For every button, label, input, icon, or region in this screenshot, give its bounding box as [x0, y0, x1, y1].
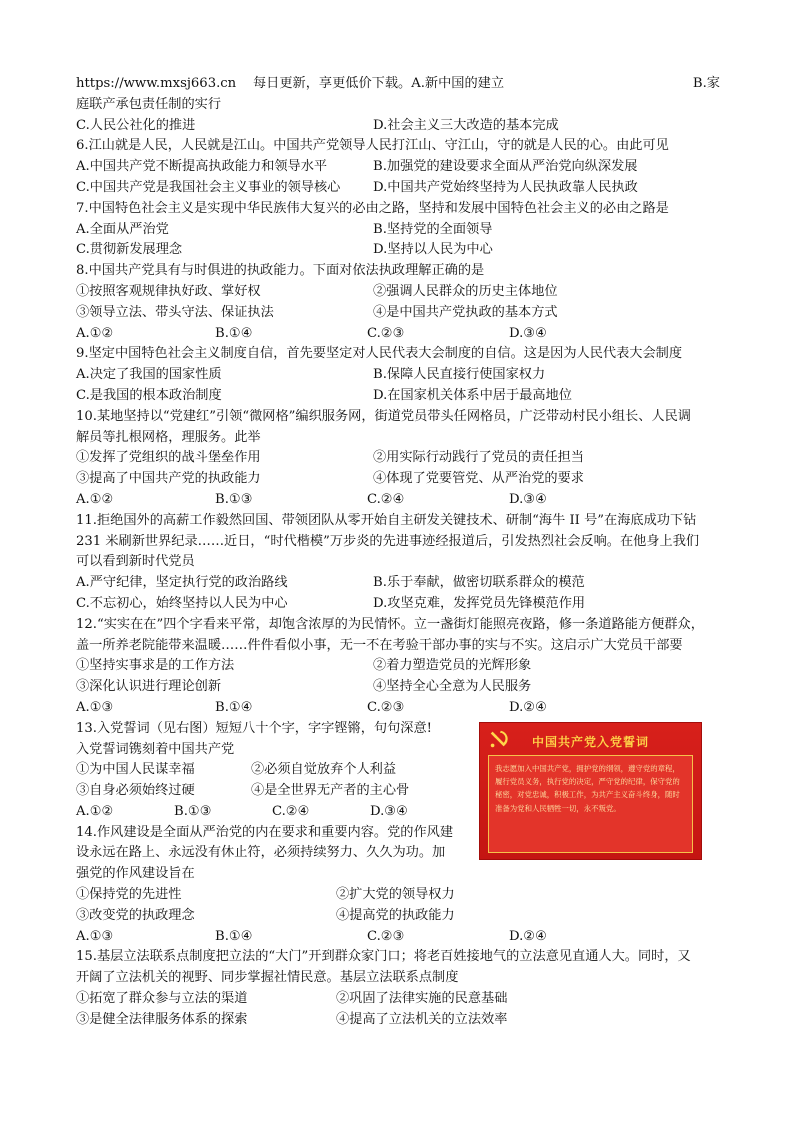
q12-option-c: C.②③	[367, 699, 405, 715]
q12-statements-34	[76, 677, 720, 698]
q7-options-ab	[76, 220, 720, 241]
q12-option-b: B.①④	[215, 699, 253, 715]
q12-statement-4: ④坚持全心全意为人民服务	[373, 679, 532, 695]
q9-option-c: C.是我国的根本政治制度	[76, 387, 222, 403]
q5-options-cd	[76, 116, 720, 137]
q14-stem-1: 14.作风建设是全面从严治党的内在要求和重要内容。党的作风建	[76, 824, 454, 840]
oath-title: 中国共产党入党誓词	[531, 735, 649, 749]
q14-option-c: C.②③	[367, 928, 405, 944]
q15-stem-2: 开阔了立法机关的视野、同步掌握社情民意。基层立法联系点制度	[76, 970, 459, 986]
q7-option-d: D.坚持以人民为中心	[373, 242, 493, 258]
q11-options-cd	[76, 594, 720, 615]
q13-statement-1: ①为中国人民谋幸福	[76, 762, 195, 778]
q15-statement-4: ④提高了立法机关的立法效率	[336, 1011, 508, 1027]
q12-statement-1: ①坚持实事求是的工作方法	[76, 658, 235, 674]
q8-option-c: C.②③	[367, 325, 405, 341]
q8-statement-2: ②强调人民群众的历史主体地位	[373, 283, 558, 299]
q7-stem: 7.中国特色社会主义是实现中华民族伟大复兴的必由之路，坚持和发展中国特色社会主义的必由之路是	[76, 200, 669, 216]
q10-option-a: A.①②	[76, 491, 114, 507]
q12-statement-2: ②着力塑造党员的光辉形象	[373, 658, 532, 674]
q6-option-d: D.中国共产党始终坚持为人民执政靠人民执政	[373, 179, 638, 195]
q13-stem-2: 入党誓词镌刻着中国共产党	[76, 741, 235, 757]
q8-options	[76, 324, 720, 345]
q12-option-d: D.②④	[509, 699, 547, 715]
q13-option-d: D.③④	[370, 803, 408, 819]
q15-statement-1: ①拓宽了群众参与立法的渠道	[76, 991, 248, 1007]
q11-options-ab	[76, 573, 720, 594]
q14-statement-2: ②扩大党的领导权力	[336, 887, 455, 903]
q6-option-b: B.加强党的建设要求全面从严治党向纵深发展	[373, 159, 638, 175]
q14-stem-3: 强党的作风建设旨在	[76, 866, 195, 882]
q9-options-ab	[76, 365, 720, 386]
q10-stem-2: 解员等扎根网格，理服务。此举	[76, 429, 261, 445]
q13-statement-3: ③自身必须始终过硬	[76, 783, 195, 799]
q9-stem: 9.坚定中国特色社会主义制度自信，首先要坚定对人民代表大会制度的自信。这是因为人民代表大会制度	[76, 346, 683, 362]
q8-statements-12	[76, 282, 720, 303]
q6-option-c: C.中国共产党是我国社会主义事业的领导核心	[76, 179, 341, 195]
q10-options	[76, 490, 720, 511]
q10-option-d: D.③④	[509, 491, 547, 507]
q8-statement-3: ③领导立法、带头守法、保证执法	[76, 304, 274, 320]
q6-options-cd	[76, 178, 720, 199]
q7-option-a: A.全面从严治党	[76, 221, 169, 237]
q10-statement-1: ①发挥了党组织的战斗堡垒作用	[76, 450, 261, 466]
q9-options-cd	[76, 386, 720, 407]
q8-statement-4: ④是中国共产党执政的基本方式	[373, 304, 558, 320]
q15-statements-12	[76, 989, 720, 1010]
q13-statements-34	[76, 781, 474, 802]
q13-options	[76, 802, 474, 823]
q5-option-d: D.社会主义三大改造的基本完成	[373, 117, 559, 133]
q9-option-b: B.保障人民直接行使国家权力	[373, 367, 546, 383]
oath-text: 我志愿加入中国共产党，拥护党的纲领，遵守党的章程，履行党员义务，执行党的决定，严守党的纪律，保守党的秘密，对党忠诚，积极工作，为共产主义奋斗终身，随时准备为党和人民牺牲一切，永不叛党。	[488, 755, 693, 853]
q10-statements-12	[76, 448, 720, 469]
q11-option-b: B.乐于奉献，做密切联系群众的模范	[373, 575, 585, 591]
q12-statement-3: ③深化认识进行理论创新	[76, 679, 222, 695]
q11-option-a: A.严守纪律，坚定执行党的政治路线	[76, 575, 288, 591]
q14-option-d: D.②④	[509, 928, 547, 944]
q13-stem-1: 13.入党誓词（见右图）短短八十个字，字字铿锵，句句深意!	[76, 720, 432, 736]
q12-option-a: A.①③	[76, 699, 114, 715]
q5-option-b-start: B.家	[692, 76, 720, 91]
q11-stem-1: 11.拒绝国外的高薪工作毅然回国、带领团队从零开始自主研发关键技术、研制“海牛 II 号”在海底成功下钻	[76, 512, 697, 528]
q10-stem-1: 10.某地坚持以“党建红”引领“微网格”编织服务网，街道党员带头任网格员，广泛带动村民小组长、人民调	[76, 408, 691, 424]
q12-stem-1: 12.“实实在在”四个字看来平常，却饱含浓厚的为民情怀。立一盏街灯能照亮夜路，修一条道路能方便群众，	[76, 616, 704, 632]
site-url[interactable]: https://www.mxsj663.cn	[76, 76, 237, 91]
q6-option-a: A.中国共产党不断提高执政能力和领导水平	[76, 159, 328, 175]
q11-stem-3: 可以看到新时代党员	[76, 554, 195, 570]
q10-statements-34	[76, 469, 720, 490]
q9-option-d: D.在国家机关体系中居于最高地位	[373, 387, 572, 403]
q8-option-b: B.①④	[215, 325, 253, 341]
q13-option-a: A.①②	[76, 803, 114, 819]
q14-option-a: A.①③	[76, 928, 114, 944]
q15-statements-34	[76, 1010, 720, 1031]
q14-statement-4: ④提高党的执政能力	[336, 907, 455, 923]
q11-stem-2: 231 米刷新世界纪录……近日，“时代楷模”万步炎的先进事迹经报道后，引发热烈社会反响。在他身上我们	[76, 533, 700, 549]
q15-statement-3: ③是健全法律服务体系的探索	[76, 1011, 248, 1027]
q14-statements-12	[76, 885, 720, 906]
q14-options	[76, 927, 720, 948]
header-line	[76, 74, 720, 95]
q11-option-c: C.不忘初心，始终坚持以人民为中心	[76, 595, 288, 611]
q14-stem-2: 设永远在路上、永远没有休止符，必须持续努力、久久为功。加	[76, 845, 446, 861]
q5-option-a: A.新中国的建立	[411, 76, 505, 91]
q14-option-b: B.①④	[215, 928, 253, 944]
q8-option-a: A.①②	[76, 325, 114, 341]
q7-option-c: C.贯彻新发展理念	[76, 242, 183, 258]
q5-option-b-end: 庭联产承包责任制的实行	[76, 96, 222, 112]
q12-stem-2: 盖一所养老院能带来温暖……件件看似小事，无一不在考验干部办事的实与不实。这启示广大党员干部要	[76, 637, 683, 653]
q6-options-ab	[76, 157, 720, 178]
q8-option-d: D.③④	[509, 325, 547, 341]
q14-statements-34	[76, 906, 720, 927]
q7-option-b: B.坚持党的全面领导	[373, 221, 493, 237]
q8-statements-34	[76, 303, 720, 324]
q14-statement-3: ③改变党的执政理念	[76, 907, 195, 923]
q9-option-a: A.决定了我国的国家性质	[76, 367, 222, 383]
q10-statement-4: ④体现了党要管党、从严治党的要求	[373, 471, 584, 487]
q13-statement-4: ④是全世界无产者的主心骨	[251, 783, 410, 799]
q13-block	[76, 719, 474, 885]
q12-options	[76, 698, 720, 719]
q13-statement-2: ②必须自觉放弃个人利益	[251, 762, 397, 778]
q10-option-c: C.②④	[367, 491, 405, 507]
q5-option-c: C.人民公社化的推进	[76, 117, 196, 133]
q13-statements-12	[76, 760, 474, 781]
q8-statement-1: ①按照客观规律执好政、掌好权	[76, 283, 261, 299]
q13-option-c: C.②④	[272, 803, 310, 819]
q13-option-b: B.①③	[174, 803, 212, 819]
q6-stem: 6.江山就是人民，人民就是江山。中国共产党领导人民打江山、守江山，守的就是人民的心。由此可见	[76, 138, 669, 154]
q7-options-cd	[76, 240, 720, 261]
q10-option-b: B.①③	[215, 491, 253, 507]
site-notice: 每日更新，享更低价下载。	[252, 76, 412, 91]
q14-statement-1: ①保持党的先进性	[76, 887, 182, 903]
q11-option-d: D.攻坚克难，发挥党员先锋模范作用	[373, 595, 586, 611]
q10-statement-2: ②用实际行动践行了党员的责任担当	[373, 450, 584, 466]
exam-page	[76, 74, 720, 1031]
q12-statements-12	[76, 656, 720, 677]
q15-stem-1: 15.基层立法联系点制度把立法的“大门”开到群众家门口；将老百姓接地气的立法意见直通人大。同时，又	[76, 949, 691, 965]
q15-statement-2: ②巩固了法律实施的民意基础	[336, 991, 508, 1007]
q10-statement-3: ③提高了中国共产党的执政能力	[76, 471, 261, 487]
party-oath-image	[479, 722, 702, 860]
q8-stem: 8.中国共产党具有与时俱进的执政能力。下面对依法执政理解正确的是	[76, 263, 485, 279]
